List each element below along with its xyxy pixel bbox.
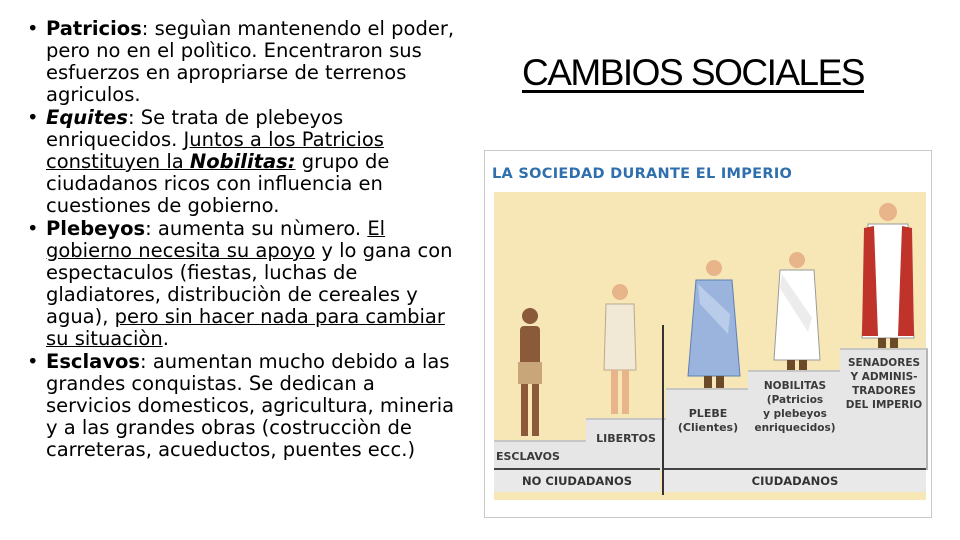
figure-slave (506, 302, 554, 442)
slide-title: CAMBIOS SOCIALES (522, 52, 864, 93)
bullet-esclavos (26, 351, 456, 461)
group-ciudadanos (664, 468, 926, 492)
group-label: CIUDADANOS (751, 474, 839, 488)
bullet-dot: • (27, 17, 39, 40)
society-illustration (484, 150, 932, 518)
step-label-nobilitas: NOBILITAS (Patricios y plebeyos enriquecidos) (754, 380, 836, 434)
bullet-term: Patricios (46, 17, 142, 40)
bullet-term-nobilitas: Nobilitas: (189, 150, 296, 173)
group-no-ciudadanos (494, 468, 660, 492)
bullet-list (26, 18, 456, 462)
step-label-senadores: SENADORES Y ADMINIS- TRADORES DEL IMPERIO (845, 357, 923, 411)
bullet-text: : aumenta su nùmero. (145, 217, 368, 240)
step-label-libertos: LIBERTOS (596, 432, 656, 445)
step-label-plebe: PLEBE (Clientes) (677, 407, 739, 434)
bullet-text-underlined: Juntos a los Patricios constituyen la (46, 128, 384, 173)
step-label-esclavos: ESCLAVOS (496, 450, 560, 463)
bullet-text: y lo gana con espectaculos (fiestas, luchas de gladiatores, distribuciòn de cereales y agua), (46, 239, 453, 328)
bullet-text: : Se trata de plebeyos enriquecidos. (46, 106, 344, 151)
bullet-equites (26, 107, 456, 217)
bullet-term: Esclavos (46, 350, 141, 373)
group-label: NO CIUDADANOS (521, 474, 633, 488)
bullet-text: : aumentan mucho debido a las grandes conquistas. Se dedican a servicios domesticos, agricultura, mineria y a las grandes obras (costrucciòn de carreteras, acueductos, puentes ecc.) (46, 350, 455, 461)
bullet-text: grupo de ciudadanos ricos con influencia en cuestiones de gobierno. (46, 150, 390, 217)
bullet-term: Plebeyos (46, 217, 146, 240)
figure-plebeian (684, 254, 744, 390)
bullet-text: : seguìan mantenendo el poder, pero no en el polìtico. Encentraron sus esfuerzos en apropriarse de terrenos agriculos. (46, 17, 455, 106)
figure-freedman (596, 278, 644, 420)
bullet-patricios (26, 18, 456, 106)
bullet-text: . (162, 327, 169, 350)
bullet-text-underlined: El gobierno necesita su apoyo (46, 217, 386, 262)
figure-senator (856, 198, 920, 350)
bullet-term: Equites (46, 106, 128, 129)
bullet-dot: • (27, 350, 39, 373)
illustration-heading: LA SOCIEDAD DURANTE EL IMPERIO (492, 166, 793, 182)
bullet-plebeyos (26, 218, 456, 350)
group-divider (662, 325, 664, 495)
bullet-text-underlined: pero sin hacer nada para cambiar su situaciòn (46, 305, 445, 350)
bullet-dot: • (27, 217, 39, 240)
bullet-dot: • (27, 106, 39, 129)
figure-noble (768, 248, 826, 372)
